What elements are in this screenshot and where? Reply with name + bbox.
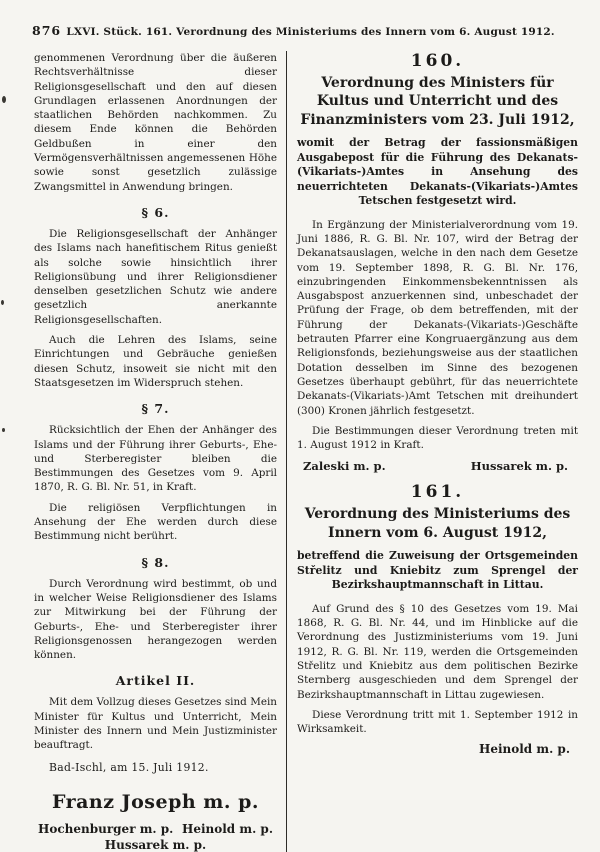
section-7-heading: § 7. xyxy=(141,401,170,417)
signature-hussarek-160: Hussarek m. p. xyxy=(470,459,568,474)
running-header: LXVI. Stück. 161. Verordnung des Ministeriums des Innern vom 6. August 1912. xyxy=(66,26,555,38)
emperor-signature: Franz Joseph m. p. xyxy=(51,790,260,813)
section-6-heading: § 6. xyxy=(141,204,170,220)
signature-zaleski: Zaleski m. p. xyxy=(303,459,386,474)
scan-speckle xyxy=(2,428,5,432)
minister-signature-row xyxy=(34,822,277,836)
decree-160-paragraph-2: Die Bestimmungen dieser Verordnung treten mit 1. August 1912 in Kraft. xyxy=(297,424,578,452)
page-number: 876 xyxy=(32,23,62,38)
page-header xyxy=(0,0,600,38)
decree-160-subtitle: womit der Betrag der fassionsmäßigen Ausgabepost für die Führung des Dekanats-(Vikariats-)Amtes in Ansehung des neuerrichteten Dekanats-(Vikariats-)Amtes Tetschen festgesetzt wird. xyxy=(297,136,578,208)
decree-160-number: 160. xyxy=(410,51,465,71)
scan-speckle xyxy=(1,300,4,305)
dateline: Bad-Ischl, am 15. Juli 1912. xyxy=(49,760,209,774)
left-column xyxy=(34,51,286,852)
section-7-paragraph-2: Die religiösen Verpflichtungen in Ansehung der Ehe werden durch diese Bestimmung nicht berührt. xyxy=(34,501,277,543)
scan-speckle xyxy=(2,96,6,103)
section-7-paragraph-1: Rücksichtlich der Ehen der Anhänger des Islams und der Führung ihrer Geburts-, Ehe- und Sterberegister bleiben die Bestimmungen des Gesetzes vom 9. April 1870, R. G. Bl. Nr. 51, in Kraft. xyxy=(34,424,277,494)
section-8-paragraph-1: Durch Verordnung wird bestimmt, ob und in welcher Weise Religionsdiener des Islams zur Mitwirkung bei der Führung der Geburts-, Ehe- und Sterberegister ihrer Religionsgenossen herangezogen werden können. xyxy=(34,577,277,662)
decree-160-title: Verordnung des Ministers für Kultus und Unterricht und des Finanzministers vom 23. Juli 1912, xyxy=(300,75,575,128)
article-2-heading: Artikel II. xyxy=(115,673,196,689)
signature-hussarek: Hussarek m. p. xyxy=(104,837,207,852)
signature-heinold: Heinold m. p. xyxy=(181,821,273,836)
decree-161-number: 161. xyxy=(410,482,465,503)
continuation-paragraph: genommenen Verordnung über die äußeren Rechtsverhältnisse dieser Religionsgesellschaft und den auf diesen Grundlagen erlassenen Anordnungen der staatlichen Behörden nachkommen. Zu diesem Ende können die Behörden Geldbußen in einer den Vermögensverhältnissen angemessenen Höhe sowie sonst gesetzlich zulässige Zwangsmittel in Anwendung bringen. xyxy=(34,52,277,193)
decree-161-title: Verordnung des Ministeriums des Innern vom 6. August 1912, xyxy=(304,506,571,541)
decree-160-signature-row xyxy=(297,459,578,473)
decree-161-paragraph-2: Diese Verordnung tritt mit 1. September 1912 in Wirksamkeit. xyxy=(297,708,578,736)
right-column xyxy=(286,51,578,852)
section-6-paragraph-1: Die Religionsgesellschaft der Anhänger des Islams nach hanefitischem Ritus genießt als solche sowie hinsichtlich ihrer Religionsübung und ihrer Religionsdiener denselben gesetzlichen Schutz wie andere gesetzlich anerkannte Religionsgesellschaften. xyxy=(34,227,277,326)
two-column-layout xyxy=(0,51,600,852)
signature-hochenburger: Hochenburger m. p. xyxy=(38,821,174,836)
decree-161-subtitle: betreffend die Zuweisung der Ortsgemeinden Střelitz und Kniebitz zum Sprengel der Bezirkshauptmannschaft in Littau. xyxy=(297,549,578,592)
signature-heinold-161: Heinold m. p. xyxy=(478,742,570,757)
article-2-paragraph-1: Mit dem Vollzug dieses Gesetzes sind Mein Minister für Kultus und Unterricht, Mein Minister des Innern und Mein Justizminister beauftragt. xyxy=(34,696,277,752)
section-6-paragraph-2: Auch die Lehren des Islams, seine Einrichtungen und Gebräuche genießen diesen Schutz, insoweit sie nicht mit den Staatsgesetzen im Widerspruch stehen. xyxy=(34,334,277,389)
decree-160-paragraph-1: In Ergänzung der Ministerialverordnung vom 19. Juni 1886, R. G. Bl. Nr. 107, wird der Betrag der Dekanatsauslagen, welche in den nach dem Gesetze vom 19. September 1898, R. G. Bl. Nr. 176, einzubringenden Einkommensbekenntnissen als Ausgabspost anzuerkennen sind, unbeschadet der Prüfung der Frage, ob dem betreffenden, mit der Führung der Dekanats-(Vikariats-)Geschäfte betrauten Pfarrer eine Kongruaergänzung aus dem Religionsfonds, beziehungsweise aus der staatlichen Dotation desselben im Sinne des bezogenen Gesetzes überhaupt gebührt, für das neuerrichtete Dekanats-(Vikariats-)Amt Tetschen mit dreihundert (300) Kronen jährlich festgesetzt. xyxy=(297,218,578,417)
section-8-heading: § 8. xyxy=(141,554,170,570)
decree-161-paragraph-1: Auf Grund des § 10 des Gesetzes vom 19. Mai 1868, R. G. Bl. Nr. 44, und im Hinblicke auf die Verordnung des Justizministeriums vom 19. Juni 1912, R. G. Bl. Nr. 119, werden die Ortsgemeinden Střelitz und Kniebitz aus dem politischen Bezirke Sternberg ausgeschieden und dem Sprengel der Bezirkshauptmannschaft in Littau zugewiesen. xyxy=(297,602,578,701)
